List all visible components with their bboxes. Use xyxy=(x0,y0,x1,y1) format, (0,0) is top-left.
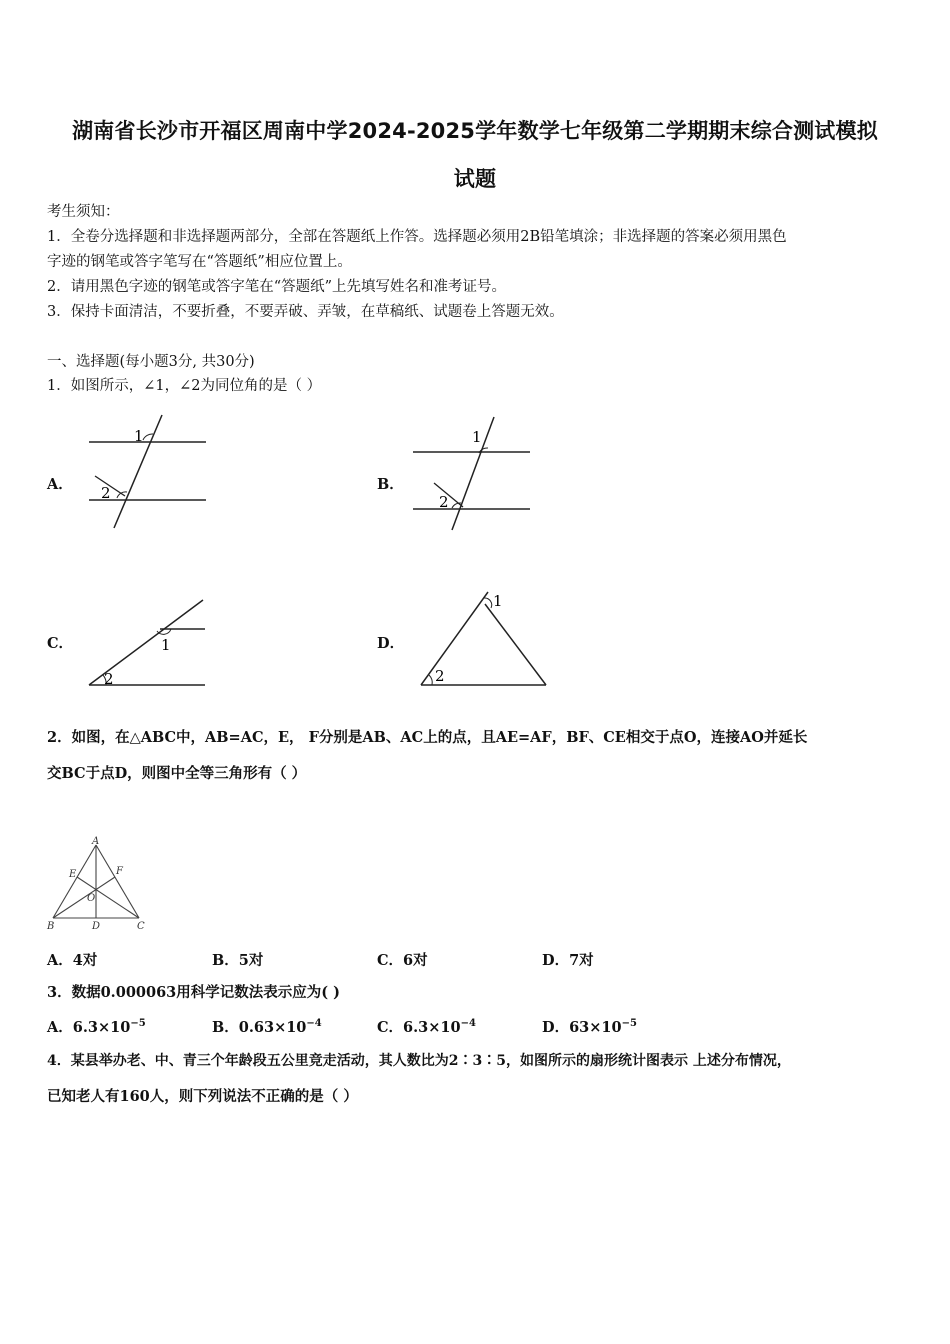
point-f-label: F xyxy=(116,866,123,877)
page-title-line2: 试题 xyxy=(453,167,497,191)
notice-item-2: 2．请用黑色字迹的钢笔或答字笔在“答题纸”上先填写姓名和准考证号。 xyxy=(47,279,507,295)
angle-2-label: 2 xyxy=(101,484,111,502)
question-4-stem: 4．某县举办老、中、青三个年龄段五公里竞走活动，其人数比为2∶3∶5，如图所示的扇形统计图表示 上述分布情况， xyxy=(47,1053,791,1069)
q3-option-c xyxy=(377,1016,476,1037)
q3-option-d-base: D．63×10 xyxy=(542,1019,622,1036)
q1-option-d-label: D． xyxy=(377,635,405,652)
question-1-stem: 1．如图所示，∠1，∠2为同位角的是（ ） xyxy=(47,378,322,394)
angle-1-label: 1 xyxy=(161,636,171,654)
q2-option-a: A．4对 xyxy=(47,952,98,969)
question-4-stem-cont: 已知老人有160人，则下列说法不正确的是（ ） xyxy=(47,1088,358,1105)
q1-figure-b xyxy=(408,415,538,540)
notice-heading: 考生须知： xyxy=(47,204,120,220)
question-3-stem: 3．数据0.000063用科学记数法表示应为( ) xyxy=(47,984,341,1001)
q3-option-a-exponent: −5 xyxy=(130,1018,146,1030)
page-title: 湖南省长沙市开福区周南中学2024-2025学年数学七年级第二学期期末综合测试模拟 xyxy=(72,119,878,143)
vertex-b-label: B xyxy=(47,921,55,932)
q3-option-b xyxy=(212,1016,322,1037)
angle-2-label: 2 xyxy=(439,493,449,511)
notice-item-1: 1．全卷分选择题和非选择题两部分，全部在答题纸上作答。选择题必须用2B铅笔填涂；非选择题的答案必须用黑色 xyxy=(47,229,787,245)
q1-figure-a xyxy=(85,410,215,535)
angle-1-label: 1 xyxy=(493,592,503,610)
q1-option-a-label: A． xyxy=(47,476,73,493)
question-2-stem: 2．如图，在△ABC中，AB=AC，E， F分别是AB、AC上的点，且AE=AF，BF、CE相交于点O，连接AO并延长 xyxy=(47,729,808,746)
angle-1-label: 1 xyxy=(134,427,144,445)
q3-option-b-exponent: −4 xyxy=(306,1018,322,1030)
q3-option-a-base: A．6.3×10 xyxy=(47,1019,131,1036)
point-d-label: D xyxy=(92,921,101,932)
q1-option-c-label: C． xyxy=(47,635,74,652)
angle-2-label: 2 xyxy=(104,670,114,688)
section-heading: 一、选择题(每小题3分, 共30分) xyxy=(47,354,255,370)
point-e-label: E xyxy=(69,869,77,880)
q2-option-c: C．6对 xyxy=(377,952,428,969)
vertex-a-label: A xyxy=(92,836,100,847)
point-o-label: O xyxy=(87,893,96,904)
angle-1-label: 1 xyxy=(472,428,482,446)
q2-option-d: D．7对 xyxy=(542,952,594,969)
q1-option-b-label: B． xyxy=(377,476,404,493)
vertex-c-label: C xyxy=(137,921,145,932)
q3-option-b-base: B．0.63×10 xyxy=(212,1019,307,1036)
notice-item-1-cont: 字迹的钢笔或答字笔写在“答题纸”相应位置上。 xyxy=(47,254,352,270)
q3-option-c-exponent: −4 xyxy=(460,1018,476,1030)
q3-option-c-base: C．6.3×10 xyxy=(377,1019,461,1036)
q2-option-b: B．5对 xyxy=(212,952,264,969)
q1-figure-d xyxy=(415,590,555,690)
q3-option-d xyxy=(542,1016,637,1037)
q1-figure-c xyxy=(85,595,215,695)
question-2-stem-cont: 交BC于点D，则图中全等三角形有（ ） xyxy=(47,765,307,782)
angle-2-label: 2 xyxy=(435,667,445,685)
q3-option-a xyxy=(47,1016,146,1037)
notice-item-3: 3．保持卡面清洁，不要折叠，不要弄破、弄皱，在草稿纸、试题卷上答题无效。 xyxy=(47,304,564,320)
q3-option-d-exponent: −5 xyxy=(621,1018,637,1030)
q2-triangle-figure xyxy=(44,835,154,935)
